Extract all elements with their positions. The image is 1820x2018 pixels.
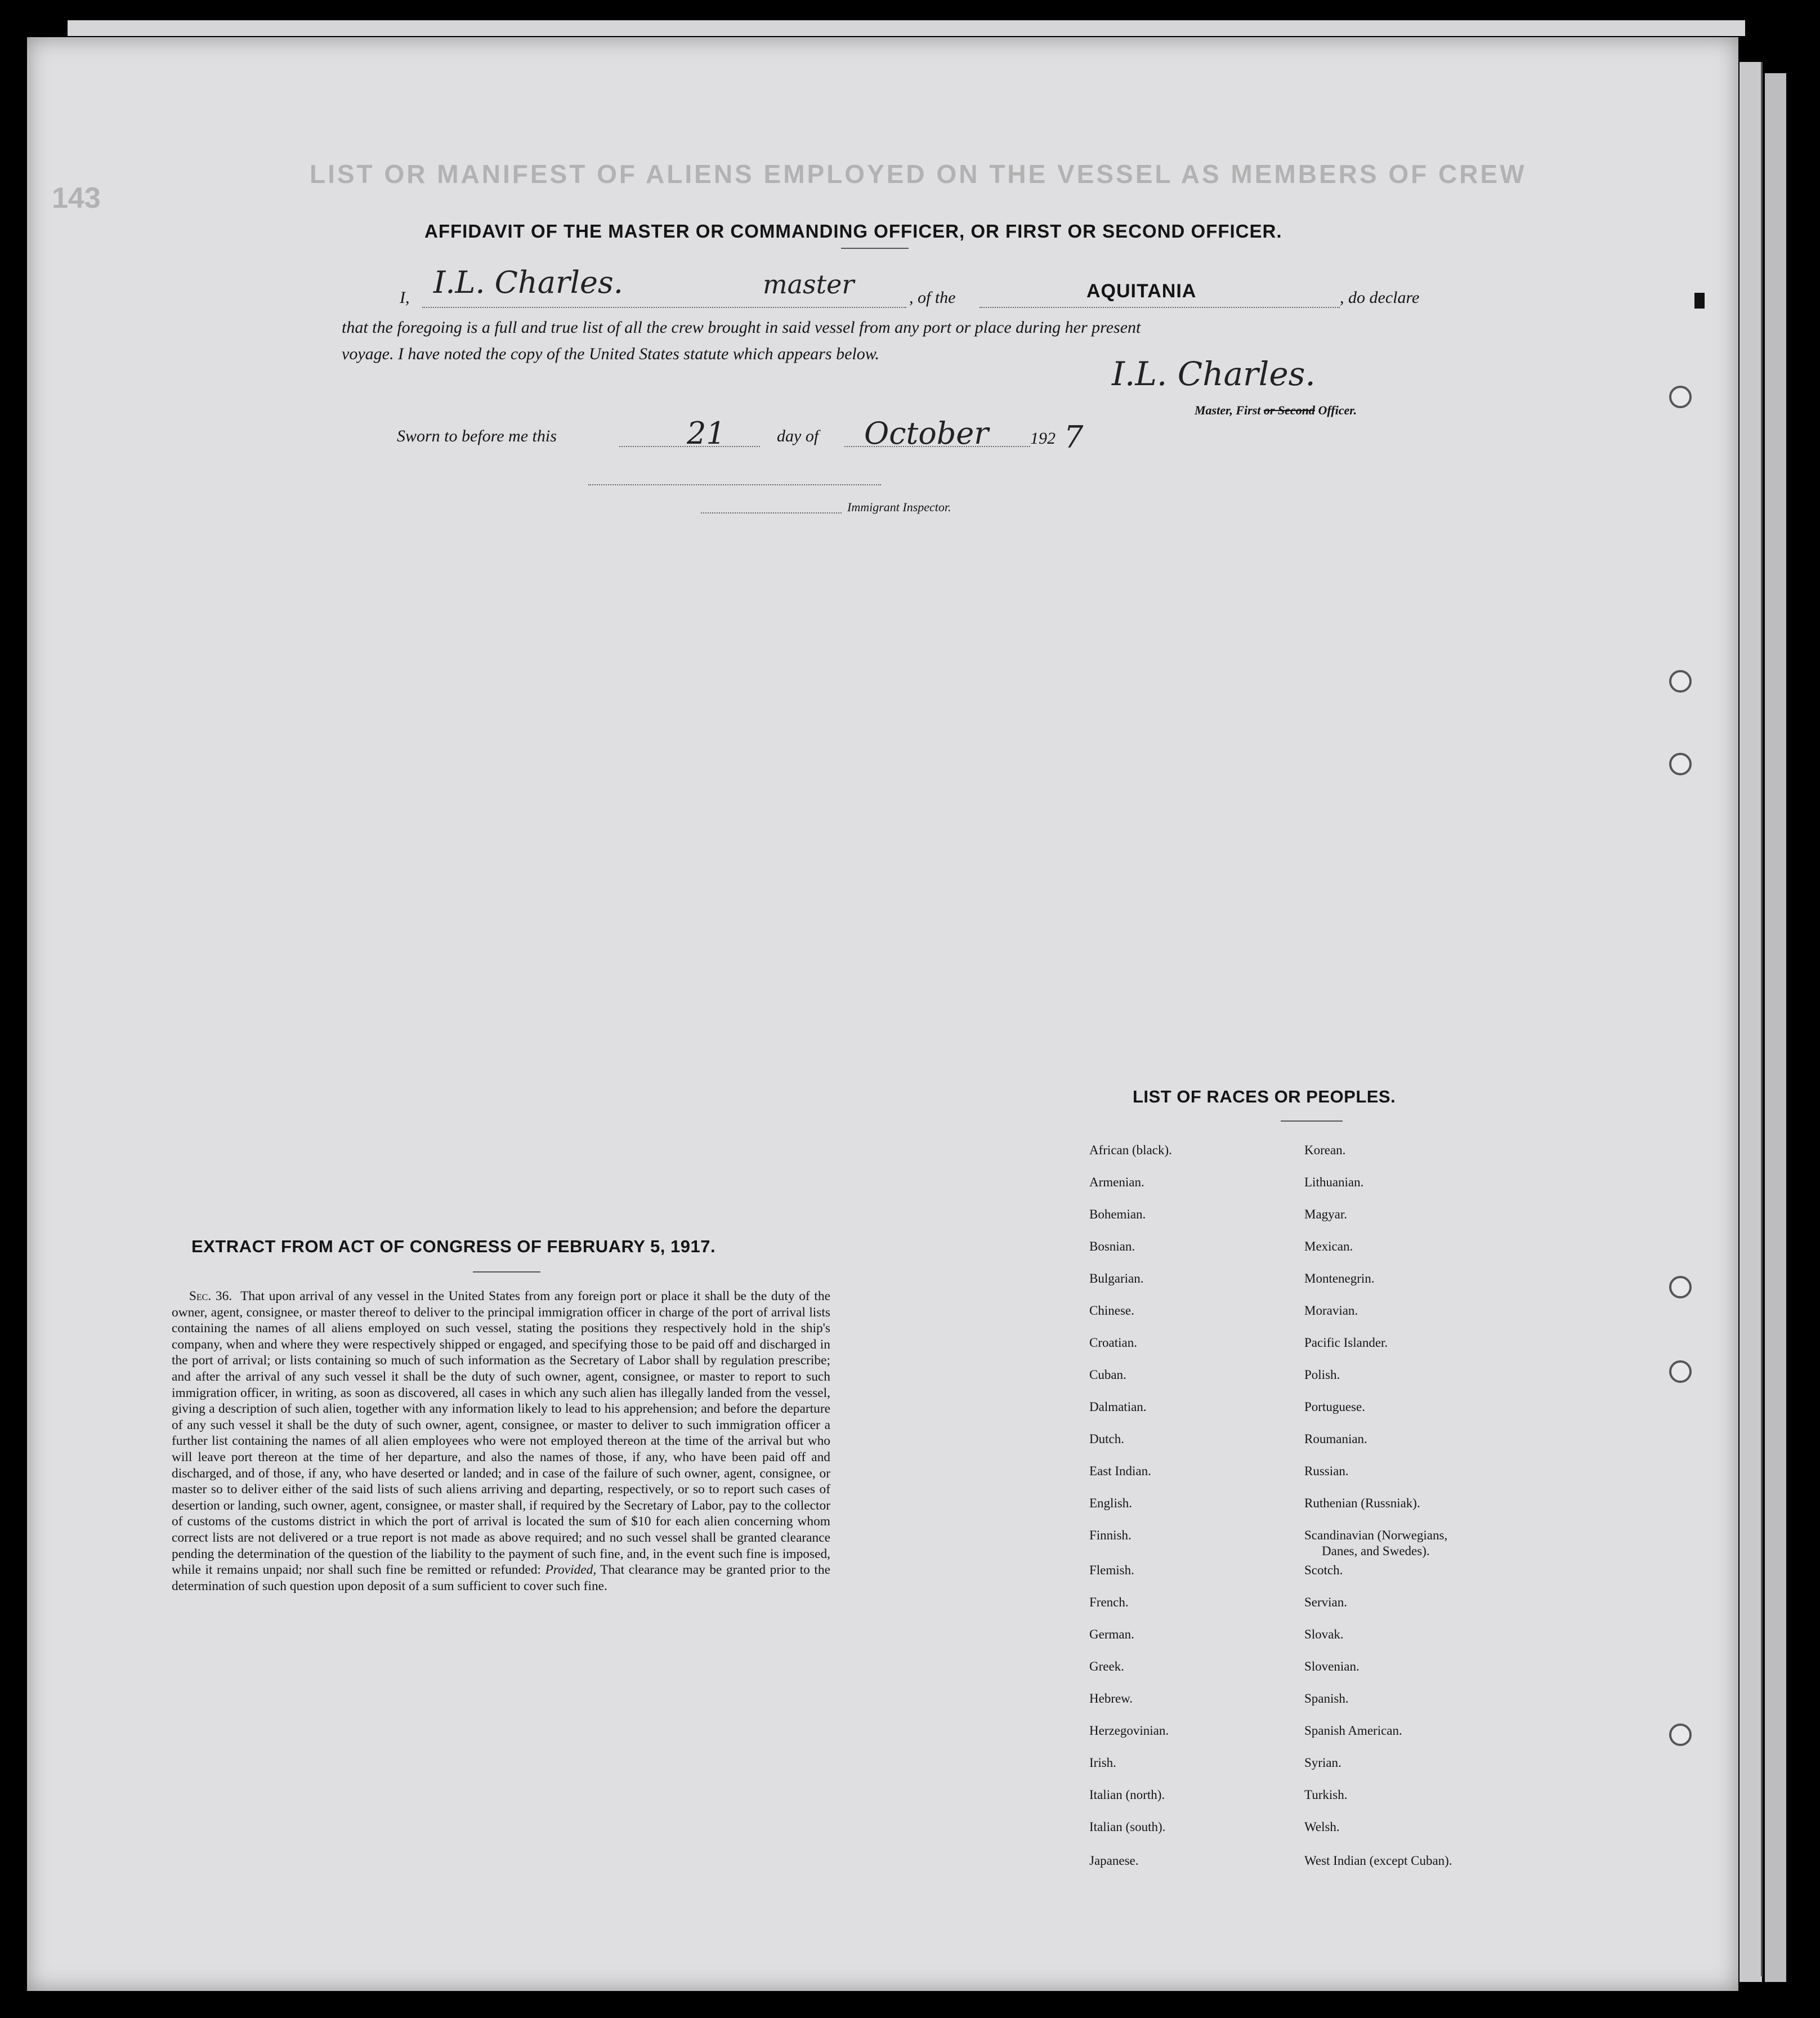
background-manifest-title: LIST OR MANIFEST OF ALIENS EMPLOYED ON THE VESSEL AS MEMBERS OF CREW (310, 159, 1527, 189)
race-item: Mexican. (1304, 1239, 1353, 1253)
race-item: Lithuanian. (1304, 1175, 1364, 1189)
statute-text (172, 1288, 830, 1594)
race-item: Spanish American. (1304, 1724, 1402, 1738)
inspector-signature-blank (588, 484, 881, 485)
race-item: Greek. (1089, 1659, 1124, 1673)
race-item: Bulgarian. (1089, 1271, 1144, 1285)
race-item: Montenegrin. (1304, 1271, 1375, 1285)
i-label: I, (400, 288, 410, 307)
race-item: Italian (south). (1089, 1820, 1166, 1834)
race-item: Croatian. (1089, 1336, 1137, 1350)
race-item: Scotch. (1304, 1563, 1343, 1577)
section-label: Sec. 36. (189, 1289, 232, 1303)
vessel-name: AQUITANIA (1086, 280, 1197, 302)
race-item: East Indian. (1089, 1464, 1151, 1478)
race-item: Spanish. (1304, 1691, 1349, 1706)
race-item: Russian. (1304, 1464, 1349, 1478)
year-handwritten: 7 (1064, 419, 1084, 455)
race-item: Armenian. (1089, 1175, 1144, 1189)
sworn-label: Sworn to before me this (397, 427, 557, 445)
signature-caption: Master, First or Second Officer. (1195, 403, 1357, 417)
year-printed: 192 (1030, 429, 1056, 448)
sworn-day-handwritten: 21 (687, 416, 726, 451)
race-item: Flemish. (1089, 1563, 1134, 1577)
race-item: Turkish. (1304, 1788, 1348, 1802)
race-item: Syrian. (1304, 1756, 1341, 1770)
race-item: Roumanian. (1304, 1432, 1367, 1446)
affidavit-title: AFFIDAVIT OF THE MASTER OR COMMANDING OFFICER, OR FIRST OR SECOND OFFICER. (424, 221, 1282, 242)
statute-body: That upon arrival of any vessel in the United States from any foreign port or place it shall be the duty of the owner, agent, consignee, or master thereof to deliver to the principal immigration officer in charge of the port of arrival lists containing the names of all aliens employed on such vessel, stating the positions they respectively hold in the ship's company, when and where they were respectively shipped or engaged, and specifying those to be paid off and discharged in the port of arrival; or lists containing so much of such information as the Secretary of Labor shall by regulation prescribe; and after the arrival of any such vessel it shall be the duty of such owner, agent, consignee, or master to report to such immigration officer, in writing, as soon as discovered, all cases in which any such alien has illegally landed from the vessel, giving a description of such alien, together with any information likely to lead to his apprehension; and before the departure of any such vessel it shall be the duty of such owner, agent, consignee, or master to deliver to such immigration officer a further list containing the names of all alien employees who were not employed thereon at the time of the arrival but who will leave port thereon at the time of her departure, and also the names of those, if any, who have been paid off and discharged, and of those, if any, who have deserted or landed; and in case of the failure of such owner, agent, consignee, or master so to deliver either of the said lists of such aliens arriving and departing, respectively, or so to report such cases of desertion or landing, such owner, agent, consignee, or master shall, if required by the Secretary of Labor, pay to the collector of customs of the customs district in which the port of arrival is located the sum of $10 for each alien concerning whom correct lists are not delivered or a true report is not made as above required; and no such vessel shall be granted clearance pending the determination of the question of the liability to the payment of such fine, and, in the event such fine is imposed, while it remains unpaid; nor shall such fine be remitted or refunded: (172, 1289, 831, 1578)
races-heading: LIST OF RACES OR PEOPLES. (1133, 1087, 1396, 1106)
race-item: Servian. (1304, 1595, 1348, 1609)
race-item: Dalmatian. (1089, 1400, 1147, 1414)
statute-body-end: That clearance may be granted prior to the determination of such question upon deposit of a sum sufficient to cover such fine. (172, 1562, 830, 1593)
race-item: Chinese. (1089, 1303, 1134, 1318)
day-of-label: day of (777, 427, 819, 445)
race-item: Japanese. (1089, 1854, 1139, 1868)
inspector-caption-blank (701, 512, 842, 514)
race-item: English. (1089, 1496, 1133, 1510)
binder-hole (1669, 1360, 1692, 1383)
of-the-label: , of the (909, 288, 956, 307)
race-item: Bosnian. (1089, 1239, 1135, 1253)
vessel-blank (980, 307, 1340, 308)
inspector-caption: Immigrant Inspector. (847, 500, 951, 514)
race-item: Slovenian. (1304, 1659, 1360, 1673)
race-item: Scandinavian (Norwegians, (1304, 1528, 1448, 1542)
binder-hole (1669, 753, 1692, 775)
page-stack-edge (1739, 62, 1762, 1982)
race-item: West Indian (except Cuban). (1304, 1854, 1452, 1868)
binder-clip-mark (1694, 293, 1705, 309)
name-blank (422, 307, 906, 308)
race-item-continued: Danes, and Swedes). (1322, 1544, 1430, 1558)
top-page-edge (68, 20, 1745, 36)
race-item: Italian (north). (1089, 1788, 1165, 1802)
sworn-month-handwritten: October (864, 416, 989, 451)
race-item: Herzegovinian. (1089, 1724, 1169, 1738)
race-item: Polish. (1304, 1368, 1340, 1382)
race-item: Hebrew. (1089, 1691, 1133, 1706)
race-item: Irish. (1089, 1756, 1116, 1770)
binder-hole (1669, 670, 1692, 693)
binder-hole (1669, 386, 1692, 408)
race-item: Magyar. (1304, 1207, 1348, 1221)
races-rule (1281, 1120, 1343, 1122)
extract-heading: EXTRACT FROM ACT OF CONGRESS OF FEBRUARY 5, 1917. (191, 1236, 716, 1256)
race-item: Cuban. (1089, 1368, 1126, 1382)
page-edge-line (1761, 62, 1763, 1976)
binder-hole (1669, 1276, 1692, 1298)
do-declare-label: , do declare (1340, 288, 1420, 307)
master-signature: I.L. Charles. (1112, 355, 1316, 393)
race-item: Portuguese. (1304, 1400, 1365, 1414)
race-item: Pacific Islander. (1304, 1336, 1388, 1350)
race-item: French. (1089, 1595, 1129, 1609)
race-item: African (black). (1089, 1143, 1172, 1157)
race-item: Finnish. (1089, 1528, 1132, 1542)
background-page-number: 143 (52, 182, 101, 215)
extract-rule (473, 1271, 540, 1273)
provided-label: Provided, (545, 1562, 597, 1578)
binder-hole (1669, 1724, 1692, 1746)
title-rule (841, 248, 909, 249)
race-item: Slovak. (1304, 1627, 1344, 1641)
declaration-line-2: that the foregoing is a full and true list of all the crew brought in said vessel from any port or place during her present (342, 318, 1141, 337)
race-item: Korean. (1304, 1143, 1346, 1157)
race-item: Welsh. (1304, 1820, 1340, 1834)
declaration-line-3: voyage. I have noted the copy of the United States statute which appears below. (342, 345, 880, 363)
rank-handwritten: master (763, 269, 855, 300)
page-stack-edge-back (1765, 73, 1786, 1982)
race-item: Dutch. (1089, 1432, 1124, 1446)
race-item: German. (1089, 1627, 1134, 1641)
race-item: Ruthenian (Russniak). (1304, 1496, 1420, 1510)
race-item: Bohemian. (1089, 1207, 1146, 1221)
master-name-handwritten: I.L. Charles. (433, 265, 623, 300)
race-item: Moravian. (1304, 1303, 1358, 1318)
